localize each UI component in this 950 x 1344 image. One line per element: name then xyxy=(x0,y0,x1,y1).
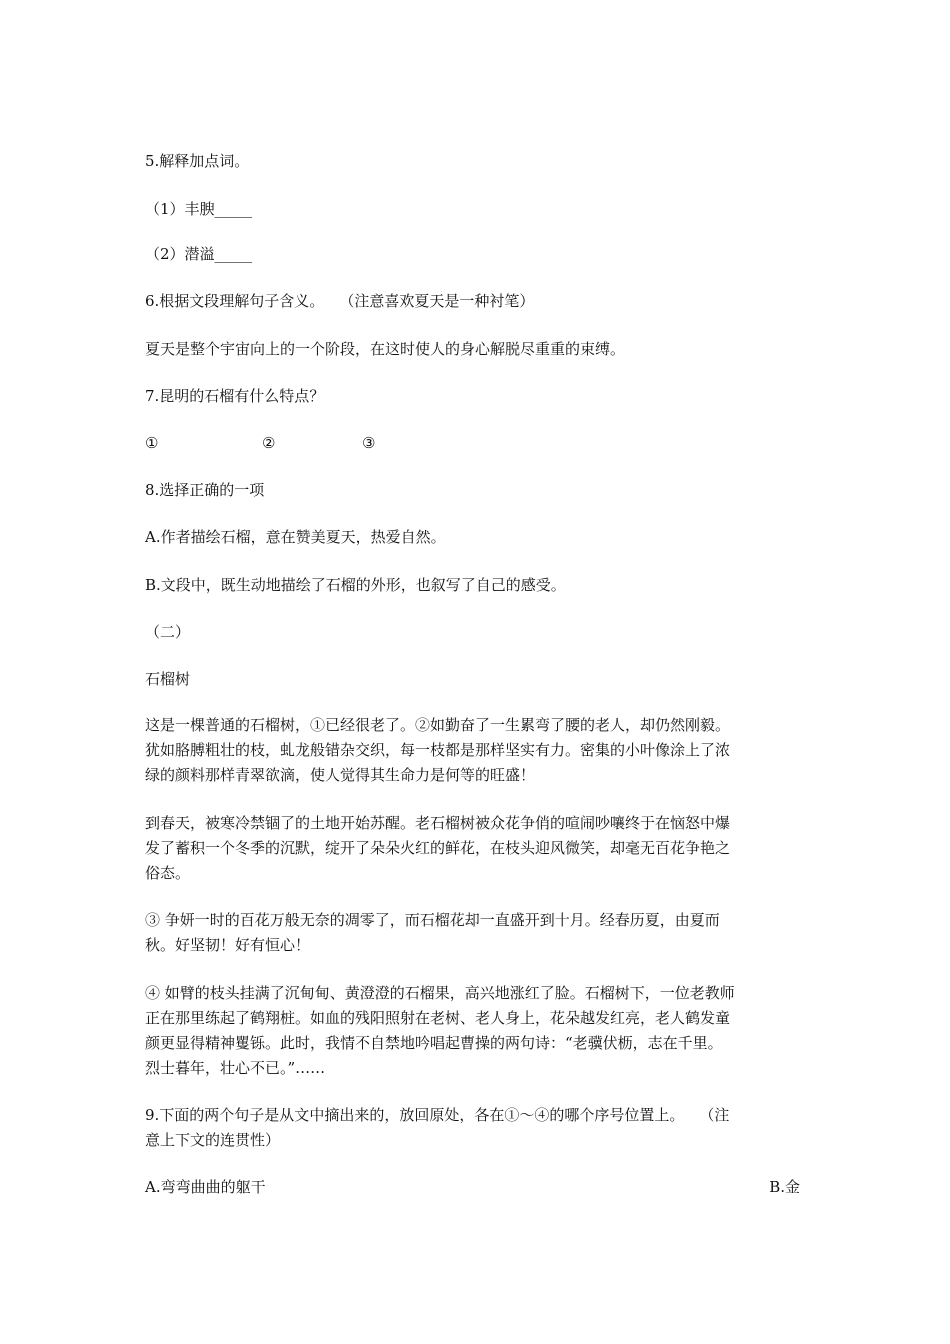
q7-title: 7.昆明的石榴有什么特点？ xyxy=(145,387,325,405)
paragraph-line: 犹如胳膊粗壮的枝，虬龙般错杂交织，每一枝都是那样坚实有力。密集的小叶像涂上了浓 xyxy=(145,741,731,759)
passage-paragraph-1 xyxy=(145,713,805,788)
paragraph-line: 绿的颜料那样青翠欲滴，使人觉得其生命力是何等的旺盛！ xyxy=(145,766,536,784)
q9-title-line: 9.下面的两个句子是从文中摘出来的，放回原处，各在①～④的哪个序号位置上。 （注 xyxy=(145,1106,730,1124)
paragraph-line: 秋。好坚韧！好有恒心！ xyxy=(145,936,311,954)
section-label: （二） xyxy=(145,623,191,641)
paragraph-line: 发了蓄积一个冬季的沉默，绽开了朵朵火红的鲜花，在枝头迎风微笑，却毫无百花争艳之 xyxy=(145,839,731,857)
q5-title: 5.解释加点词。 xyxy=(145,152,250,170)
q9-title xyxy=(145,1103,805,1153)
passage-paragraph-3 xyxy=(145,908,805,958)
paragraph-line: ③ 争妍一时的百花万般无奈的凋零了，而石榴花却一直盛开到十月。经春历夏，由夏而 xyxy=(145,911,720,929)
paragraph-line: 正在那里练起了鹤翔桩。如血的残阳照射在老树、老人身上，花朵越发红亮，老人鹤发童 xyxy=(145,1009,731,1027)
paragraph-line: 这是一棵普通的石榴树，①已经很老了。②如勤奋了一生累弯了腰的老人，却仍然刚毅。 xyxy=(145,716,731,734)
q9-option-b: B.金 xyxy=(769,1178,800,1196)
q8-title: 8.选择正确的一项 xyxy=(145,481,265,499)
q7-blank-2: ② xyxy=(262,434,276,452)
passage-paragraph-2 xyxy=(145,811,805,886)
q6-sentence: 夏天是整个宇宙向上的一个阶段，在这时使人的身心解脱尽重重的束缚。 xyxy=(145,340,626,358)
paragraph-line: 烈士暮年，壮心不已。”…… xyxy=(145,1059,326,1077)
q6-title: 6.根据文段理解句子含义。 （注意喜欢夏天是一种衬笔） xyxy=(145,292,535,310)
q5-item-2: （2）潜溢_____ xyxy=(145,245,253,263)
paragraph-line: 到春天，被寒冷禁锢了的土地开始苏醒。老石榴树被众花争俏的喧闹吵嚷终于在恼怒中爆 xyxy=(145,814,731,832)
q8-option-a: A.作者描绘石榴，意在赞美夏天，热爱自然。 xyxy=(145,528,446,546)
paragraph-line: 俗态。 xyxy=(145,864,191,882)
q5-item-1: （1）丰腴_____ xyxy=(145,200,253,218)
q9-title-line: 意上下文的连贯性） xyxy=(145,1131,281,1149)
paragraph-line: 颜更显得精神矍铄。此时，我情不自禁地吟唱起曹操的两句诗：“老骥伏枥，志在千里。 xyxy=(145,1034,723,1052)
passage-title: 石榴树 xyxy=(145,670,191,688)
q8-option-b: B.文段中，既生动地描绘了石榴的外形，也叙写了自己的感受。 xyxy=(145,576,566,594)
paragraph-line: ④ 如臂的枝头挂满了沉甸甸、黄澄澄的石榴果，高兴地涨红了脸。石榴树下，一位老教师 xyxy=(145,984,735,1002)
q7-blank-3: ③ xyxy=(362,434,376,452)
q9-option-a: A.弯弯曲曲的躯干 xyxy=(145,1178,266,1196)
q7-blank-1: ① xyxy=(145,434,159,452)
passage-paragraph-4 xyxy=(145,981,805,1081)
